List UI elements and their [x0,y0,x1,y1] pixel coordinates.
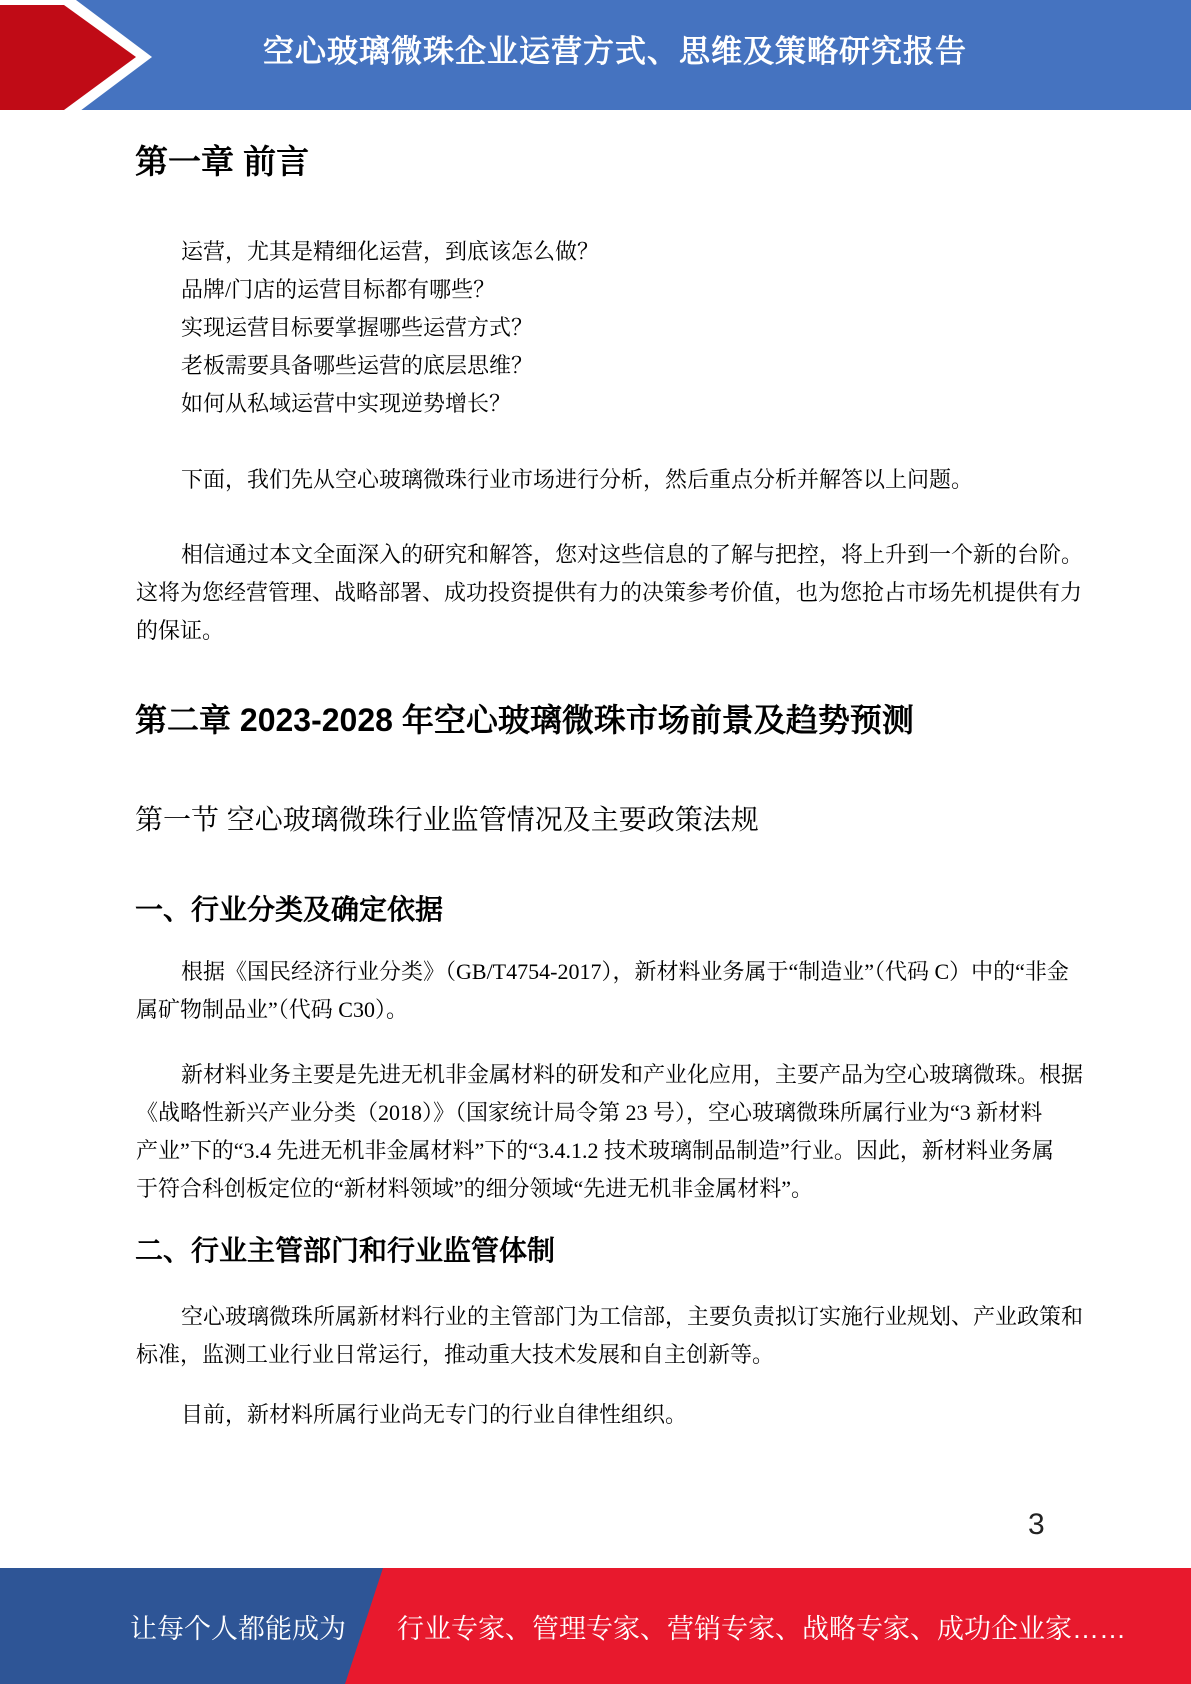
paragraph-line: 新材料业务主要是先进无机非金属材料的研发和产业化应用，主要产品为空心玻璃微珠。根据 [181,1062,1084,1087]
report-title: 空心玻璃微珠企业运营方式、思维及策略研究报告 [263,34,967,69]
question-line: 实现运营目标要掌握哪些运营方式？ [181,315,534,340]
footer-slogan-right: 行业专家、管理专家、营销专家、战略专家、成功企业家…… [397,1613,1126,1644]
header-band [0,0,1191,110]
chapter1-heading: 第一章 前言 [135,143,310,180]
question-line: 如何从私域运营中实现逆势增长？ [181,391,512,416]
paragraph-line: 产业”下的“3.4 先进无机非金属材料”下的“3.4.1.2 技术玻璃制品制造”行业。因此，新材料业务属 [136,1138,1054,1163]
question-line: 老板需要具备哪些运营的底层思维？ [181,353,534,378]
paragraph-line: 相信通过本文全面深入的研究和解答，您对这些信息的了解与把控，将上升到一个新的台阶。 [181,542,1084,567]
subheading-2: 二、行业主管部门和行业监管体制 [135,1235,556,1266]
question-line: 运营，尤其是精细化运营，到底该怎么做？ [181,239,600,264]
paragraph-line: 《战略性新兴产业分类（2018）》（国家统计局令第 23 号），空心玻璃微珠所属行业为“3 新材料 [136,1100,1043,1125]
footer-band [0,1568,1191,1684]
paragraph-line: 标准，监测工业行业日常运行，推动重大技术发展和自主创新等。 [136,1342,775,1367]
paragraph-line: 的保证。 [136,618,225,643]
page-number: 3 [1028,1508,1045,1541]
paragraph-line: 下面，我们先从空心玻璃微珠行业市场进行分析，然后重点分析并解答以上问题。 [181,467,974,492]
subheading-1: 一、行业分类及确定依据 [135,894,444,925]
footer-slogan-left: 让每个人都能成为 [130,1613,346,1644]
question-line: 品牌/门店的运营目标都有哪些？ [181,277,496,302]
paragraph-line: 空心玻璃微珠所属新材料行业的主管部门为工信部，主要负责拟订实施行业规划、产业政策和 [181,1304,1084,1329]
paragraph-line: 目前，新材料所属行业尚无专门的行业自律性组织。 [181,1402,688,1427]
paragraph-line: 于符合科创板定位的“新材料领域”的细分领域“先进无机非金属材料”。 [136,1176,814,1201]
paragraph-line: 属矿物制品业”（代码 C30）。 [136,997,408,1022]
chapter2-heading: 第二章 2023-2028 年空心玻璃微珠市场前景及趋势预测 [135,702,914,738]
paragraph-line: 这将为您经营管理、战略部署、成功投资提供有力的决策参考价值，也为您抢占市场先机提供有力 [136,580,1083,605]
question-list [181,233,599,423]
paragraph-line: 根据《国民经济行业分类》（GB/T4754-2017），新材料业务属于“制造业”（代码 C）中的“非金 [181,959,1069,984]
section1-heading: 第一节 空心玻璃微珠行业监管情况及主要政策法规 [135,804,759,835]
